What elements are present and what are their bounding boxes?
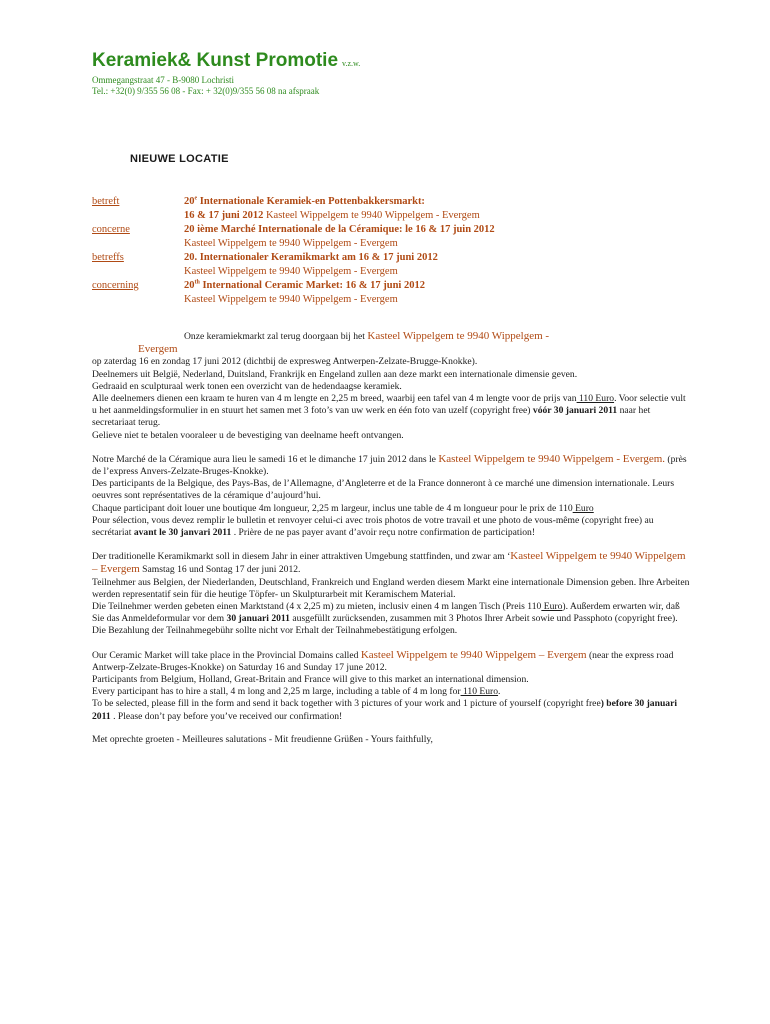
subject-value: 20 ième Marché Internationale de la Céramique: le 16 & 17 juin 2012 Kasteel Wippelgem te 9940 Wippelgem - Evergem: [184, 224, 495, 249]
subject-value: 20th International Ceramic Market: 16 & 17 juni 2012 Kasteel Wippelgem te 9940 Wippelgem - Evergem: [184, 279, 425, 305]
subject-value: 20e Internationale Keramiek-en Pottenbakkersmarkt: 16 & 17 juni 2012 Kasteel Wippelgem te 9940 Wippelgem - Evergem: [184, 195, 480, 221]
paragraph-dutch: Onze keramiekmarkt zal terug doorgaan bij het Kasteel Wippelgem te 9940 Wippelgem - Evergem op zaterdag 16 en zondag 17 juni 2012 (dichtbij de expresweg Antwerpen-Zelzate-Brugge-Knokke). Deelnemers uit België, Nederland, Duitsland, Frankrijk en Engeland zullen aan deze markt een internationale dimensie geven. Gedraaid en sculpturaal werk tonen een overzicht van de hedendaagse keramiek. Alle deelnemers dienen een kraam te huren van 4 m lengte en 2,25 m breed, waarbij een tafel van 4 m lengte voor de prijs van 110 Euro. Voor selectie vult u het aanmeldingsformulier in en stuurt het samen met 3 foto’s van uw werk en één foto van uzelf (copyright free) vóór 30 januari 2011 naar het secretariaat terug. Gelieve niet te betalen vooraleer u de bevestiging van deelname heeft ontvangen.: [92, 330, 686, 441]
subject-key[interactable]: concerne: [92, 224, 130, 235]
letter-body: [92, 330, 692, 757]
document-heading: NIEUWE LOCATIE: [130, 153, 229, 165]
org-suffix: v.z.w.: [342, 59, 361, 68]
org-contact: Tel.: +32(0) 9/355 56 08 - Fax: + 32(0)9/355 56 08 na afspraak: [92, 86, 320, 96]
closing-line: Met oprechte groeten - Meilleures salutations - Mit freudienne Grüßen - Yours faithfully,: [92, 733, 433, 745]
org-address: Ommegangstraat 47 - B-9080 Lochristi: [92, 75, 234, 85]
org-name: Keramiek& Kunst Promotie v.z.w.: [92, 50, 361, 71]
subject-row: [92, 223, 712, 251]
subject-key[interactable]: betreft: [92, 196, 120, 207]
subject-key[interactable]: betreffs: [92, 252, 124, 263]
subject-block: [92, 195, 712, 307]
subject-row: [92, 279, 712, 307]
letterhead: [92, 50, 692, 97]
subject-value: 20. Internationaler Keramikmarkt am 16 & 17 juni 2012 Kasteel Wippelgem te 9940 Wippelgem - Evergem: [184, 252, 438, 277]
paragraph-german: Der traditionelle Keramikmarkt soll in diesem Jahr in einer attraktiven Umgebung stattfinden, und zwar am ‘Kasteel Wippelgem te 9940 Wippelgem – Evergem Samstag 16 und Sontag 17 der juni 2012. Teilnehmer aus Belgien, der Niederlanden, Deutschland, Frankreich und England werden diesem Markt eine internationale Dimension geben. Ihre Arbeiten werden representatif sein für die heutige Töpfer- un Skulpturarbeit mit Keramischem Material. Die Teilnehmer werden gebeten einen Marktstand (4 x 2,25 m) zu mieten, inclusiv einen 4 m langen Tisch (Preis 110 Euro). Außerdem erwarten wir, daß Sie das Anmeldeformular vor dem 30 januari 2011 ausgefüllt zurücksenden, zusammen mit 3 Photos Ihrer Arbeit sowie und Passphoto (copyright free). Die Bezahlung der Teilnahmegebühr sollte nicht vor Erhalt der Teilnahmebestätigung erfolgen.: [92, 550, 690, 637]
paragraph-french: Notre Marché de la Céramique aura lieu le samedi 16 et le dimanche 17 juin 2012 dans le Kasteel Wippelgem te 9940 Wippelgem - Evergem. (près de l’express Anvers-Zelzate-Bruges-Knokke). Des participants de la Belgique, des Pays-Bas, de l’Allemagne, d’Angleterre et de la France donneront à ce marché une dimension internationale. Leurs oeuvres sont représentatives de la céramique d’aujourd’hui. Chaque participant doit louer une boutique 4m longueur, 2,25 m largeur, inclus une table de 4 m longueur pour le prix de 110 Euro Pour sélection, vous devez remplir le bulletin et renvoyer celui-ci avec trois photos de votre travail et une photo de vous-même (copyright free) au secrétariat avant le 30 janvari 2011 . Prière de ne pas payer avant d’avoir reçu notre confirmation de participation!: [92, 452, 687, 539]
subject-row: [92, 251, 712, 279]
subject-row: [92, 195, 712, 223]
subject-key[interactable]: concerning: [92, 280, 139, 291]
paragraph-english: Our Ceramic Market will take place in the Provincial Domains called Kasteel Wippelgem te 9940 Wippelgem – Evergem (near the express road Antwerp-Zelzate-Bruges-Knokke) on Saturday 16 and Sunday 17 june 2012. Participants from Belgium, Holland, Great-Britain and France will give to this market an international dimension. Every participant has to hire a stall, 4 m long and 2,25 m large, including a table of 4 m long for 110 Euro. To be selected, please fill in the form and send it back together with 3 pictures of your work and 1 picture of yourself (copyright free) before 30 januari 2011 . Please don’t pay before you’ve received our confirmation!: [92, 648, 677, 722]
